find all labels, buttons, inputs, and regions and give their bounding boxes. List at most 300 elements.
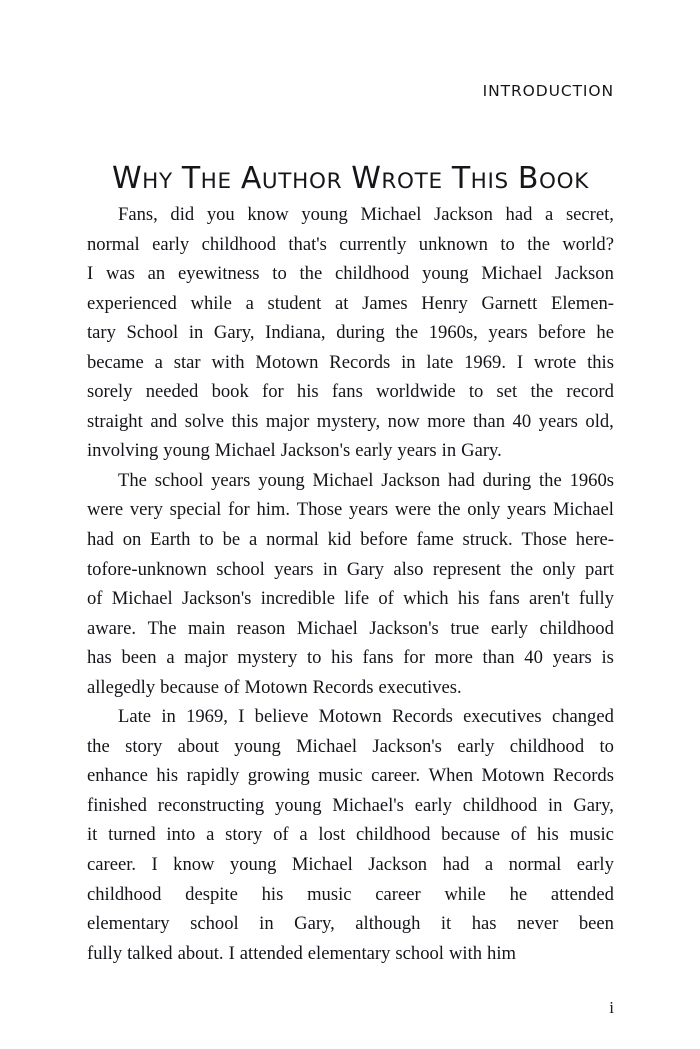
body-word: to bbox=[599, 735, 614, 757]
body-word: the bbox=[87, 735, 110, 757]
body-word: for bbox=[228, 499, 250, 521]
chapter-title-smallcaps: OOK bbox=[539, 169, 590, 195]
body-word: Michael's bbox=[332, 794, 404, 816]
body-word: Motown bbox=[255, 351, 319, 373]
body-word: executives. bbox=[378, 676, 462, 698]
body-word: attended bbox=[550, 883, 614, 905]
body-word: despite bbox=[185, 883, 238, 905]
body-word: young bbox=[275, 794, 322, 816]
body-word: childhood bbox=[356, 824, 431, 846]
chapter-title-word bbox=[111, 161, 173, 197]
body-word: into bbox=[166, 824, 196, 846]
body-word: Michael bbox=[360, 204, 422, 225]
body-word: 1960s bbox=[569, 469, 614, 491]
body-word: been bbox=[578, 913, 614, 935]
body-word: young bbox=[163, 440, 210, 462]
body-word: Michael bbox=[111, 588, 173, 610]
body-word: young bbox=[422, 263, 469, 285]
body-word: Jackson bbox=[381, 469, 441, 491]
body-word: with bbox=[448, 942, 483, 964]
body-line bbox=[87, 466, 614, 496]
body-word: early bbox=[457, 735, 495, 757]
body-word: a bbox=[166, 647, 175, 669]
body-line bbox=[87, 791, 614, 821]
body-word: currently bbox=[339, 233, 407, 255]
body-word: been bbox=[121, 647, 157, 669]
body-paragraph bbox=[87, 702, 614, 968]
body-word: to bbox=[306, 647, 322, 669]
body-word: lost bbox=[318, 824, 346, 846]
body-word: Michael bbox=[296, 735, 358, 757]
body-word: Michael bbox=[481, 263, 543, 285]
body-word: became bbox=[87, 351, 144, 373]
body-word: Jackson's bbox=[369, 617, 439, 639]
body-word: career. bbox=[87, 854, 137, 876]
body-word: were bbox=[394, 499, 432, 521]
body-word: because bbox=[441, 824, 500, 846]
body-word: Henry bbox=[421, 292, 468, 314]
body-word: now bbox=[387, 410, 420, 432]
body-word: I bbox=[151, 854, 158, 876]
body-line bbox=[87, 732, 614, 762]
body-word: Gary bbox=[346, 558, 384, 580]
body-word: to bbox=[468, 381, 484, 403]
body-text-column bbox=[87, 200, 614, 968]
body-word: Jackson's bbox=[280, 440, 351, 462]
body-line bbox=[87, 939, 614, 969]
body-line bbox=[87, 230, 614, 260]
body-word: reason bbox=[236, 617, 286, 639]
body-word: Gary, bbox=[573, 794, 614, 816]
body-word: only bbox=[542, 558, 576, 580]
body-word: is bbox=[601, 647, 614, 669]
body-word: years bbox=[538, 410, 578, 432]
body-line bbox=[87, 495, 614, 525]
body-word: career bbox=[375, 883, 421, 905]
body-word: When bbox=[428, 765, 474, 787]
body-word: experienced bbox=[87, 292, 177, 314]
body-word: enhance bbox=[87, 765, 148, 787]
body-word: Motown bbox=[244, 676, 308, 698]
body-word: story bbox=[125, 735, 163, 757]
body-word: childhood bbox=[201, 233, 276, 255]
body-word: Jackson bbox=[434, 204, 493, 225]
body-word: very bbox=[129, 499, 163, 521]
body-word: tary bbox=[87, 322, 116, 344]
body-word: Indiana, bbox=[265, 322, 326, 344]
body-word: young bbox=[229, 854, 277, 876]
body-word: music bbox=[318, 765, 363, 787]
body-word: childhood bbox=[539, 617, 614, 639]
body-word: him. bbox=[256, 499, 291, 521]
body-word: Motown bbox=[481, 765, 545, 787]
body-word: unknown bbox=[418, 233, 488, 255]
body-word: eyewitness bbox=[177, 263, 260, 285]
body-word: and bbox=[150, 410, 178, 432]
body-word: his bbox=[156, 765, 179, 787]
body-word: Elemen- bbox=[550, 292, 614, 314]
body-word: rapidly bbox=[186, 765, 240, 787]
body-word: while bbox=[444, 883, 486, 905]
body-word: were bbox=[87, 499, 124, 521]
body-word: years bbox=[488, 322, 528, 344]
body-word: him bbox=[487, 942, 516, 964]
body-word: struck. bbox=[462, 529, 513, 551]
body-word: set bbox=[496, 381, 518, 403]
body-word: 40 bbox=[512, 410, 532, 432]
body-word: turned bbox=[108, 824, 156, 846]
chapter-title-word bbox=[517, 161, 590, 197]
chapter-title-word bbox=[351, 161, 443, 197]
body-word: Late bbox=[118, 706, 152, 728]
body-word: during bbox=[482, 469, 532, 491]
body-word: Jackson bbox=[555, 263, 614, 285]
body-word: story bbox=[225, 824, 263, 846]
body-word: a bbox=[206, 824, 215, 846]
body-paragraph bbox=[87, 200, 614, 466]
body-line bbox=[87, 436, 614, 466]
body-word: it bbox=[440, 913, 452, 935]
body-word: elementary bbox=[307, 942, 391, 964]
chapter-title-smallcaps: HY bbox=[142, 169, 173, 195]
body-word: his bbox=[261, 883, 284, 905]
body-word: student bbox=[267, 292, 322, 314]
body-word: School bbox=[126, 322, 179, 344]
body-line bbox=[87, 820, 614, 850]
body-word: executives bbox=[463, 706, 542, 728]
body-word: reconstructing bbox=[157, 794, 265, 816]
body-word: early bbox=[355, 440, 393, 462]
body-word: this bbox=[231, 410, 259, 432]
body-word: changed bbox=[551, 706, 614, 728]
body-word: major bbox=[265, 410, 310, 432]
body-word: Jackson's bbox=[372, 735, 442, 757]
body-word: be bbox=[222, 529, 241, 551]
body-word: years bbox=[274, 558, 314, 580]
body-word: needed bbox=[145, 381, 199, 403]
body-line bbox=[87, 850, 614, 880]
chapter-title-initial: W bbox=[111, 161, 143, 197]
chapter-title-word bbox=[181, 161, 232, 197]
chapter-title bbox=[87, 161, 614, 197]
body-word: did bbox=[170, 204, 195, 225]
body-word: I bbox=[228, 942, 235, 964]
body-word: it bbox=[87, 824, 98, 846]
body-word: Records bbox=[553, 765, 614, 787]
body-word: had bbox=[447, 469, 475, 491]
body-word: 1960s, bbox=[428, 322, 478, 344]
body-word: book bbox=[211, 381, 249, 403]
body-word: 1969, bbox=[186, 706, 228, 728]
body-word: in bbox=[259, 913, 274, 935]
body-word: life bbox=[344, 588, 370, 610]
body-word: although bbox=[355, 913, 421, 935]
body-word: years bbox=[348, 499, 389, 521]
body-word: young bbox=[234, 735, 281, 757]
body-word: normal bbox=[266, 529, 319, 551]
body-word: he bbox=[509, 883, 528, 905]
body-word: about bbox=[177, 735, 219, 757]
body-word: has bbox=[471, 913, 497, 935]
body-line bbox=[87, 614, 614, 644]
body-word: Garnett bbox=[481, 292, 538, 314]
body-word: in bbox=[547, 794, 563, 816]
body-word: years bbox=[397, 440, 437, 462]
body-word: years bbox=[211, 469, 251, 491]
body-word: a bbox=[484, 854, 494, 876]
body-word: which bbox=[403, 588, 449, 610]
chapter-title-initial: W bbox=[351, 161, 382, 197]
body-word: a bbox=[545, 204, 554, 225]
body-word: secret, bbox=[565, 204, 614, 225]
body-word: school bbox=[154, 469, 204, 491]
body-word: his bbox=[296, 381, 319, 403]
body-word: young bbox=[301, 204, 348, 225]
body-word: the bbox=[395, 322, 419, 344]
body-word: mystery bbox=[237, 647, 298, 669]
body-word: wrote bbox=[533, 351, 577, 373]
body-word: of bbox=[510, 824, 527, 846]
body-word: attended bbox=[239, 942, 303, 964]
body-line bbox=[87, 200, 614, 230]
body-word: music bbox=[569, 824, 614, 846]
body-word: in bbox=[441, 440, 457, 462]
body-word: to bbox=[272, 263, 287, 285]
body-line bbox=[87, 289, 614, 319]
body-word: to bbox=[199, 529, 214, 551]
body-word: Michael bbox=[296, 617, 358, 639]
body-word: than bbox=[472, 410, 505, 432]
body-word: Gary, bbox=[294, 913, 335, 935]
body-word: solve bbox=[184, 410, 224, 432]
body-word: about. bbox=[177, 942, 224, 964]
body-word: more bbox=[427, 410, 466, 432]
body-word: The bbox=[118, 469, 147, 491]
body-word: fans bbox=[488, 588, 520, 610]
body-word: growing bbox=[247, 765, 310, 787]
chapter-title-initial: B bbox=[517, 161, 539, 197]
body-word: fans bbox=[331, 381, 363, 403]
body-line bbox=[87, 643, 614, 673]
body-word: involving bbox=[87, 440, 159, 462]
body-word: of bbox=[378, 588, 394, 610]
body-word: a bbox=[154, 351, 163, 373]
body-line bbox=[87, 348, 614, 378]
body-word: years bbox=[507, 499, 547, 521]
body-line bbox=[87, 761, 614, 791]
page-number: i bbox=[609, 998, 614, 1017]
body-word: incredible bbox=[260, 588, 336, 610]
body-word: the bbox=[539, 469, 562, 491]
body-word: had bbox=[87, 529, 114, 551]
body-word: was bbox=[105, 263, 135, 285]
chapter-title-initial: A bbox=[240, 161, 262, 197]
body-word: Jackson's bbox=[181, 588, 252, 610]
body-word: here- bbox=[575, 529, 614, 551]
body-word: fans bbox=[362, 647, 394, 669]
body-line bbox=[87, 318, 614, 348]
chapter-title-smallcaps: ROTE bbox=[381, 169, 443, 195]
body-word: tofore-unknown bbox=[87, 558, 207, 580]
body-word: Michael bbox=[214, 440, 276, 462]
body-word: aren't bbox=[529, 588, 570, 610]
body-word: I bbox=[238, 706, 245, 728]
body-word: childhood bbox=[334, 263, 410, 285]
body-word: sorely bbox=[87, 381, 133, 403]
body-word: record bbox=[566, 381, 614, 403]
body-word: true bbox=[450, 617, 480, 639]
body-word: of bbox=[87, 588, 103, 610]
body-word: early bbox=[576, 854, 614, 876]
body-word: Michael bbox=[291, 854, 353, 876]
body-word: he bbox=[596, 322, 614, 344]
chapter-title-smallcaps: UTHOR bbox=[261, 169, 343, 195]
body-word: aware. bbox=[87, 617, 137, 639]
chapter-title-initial: T bbox=[451, 161, 471, 197]
body-word: represent bbox=[432, 558, 501, 580]
body-word: that's bbox=[288, 233, 327, 255]
body-word: Those bbox=[521, 529, 567, 551]
body-word: 40 bbox=[524, 647, 543, 669]
body-line bbox=[87, 259, 614, 289]
body-word: with bbox=[211, 351, 245, 373]
body-word: main bbox=[188, 617, 226, 639]
body-word: early bbox=[490, 617, 528, 639]
body-word: Records bbox=[329, 351, 391, 373]
body-word: at bbox=[334, 292, 349, 314]
body-word: for bbox=[403, 647, 425, 669]
body-word: the bbox=[527, 233, 550, 255]
body-word: of bbox=[224, 676, 240, 698]
body-word: finished bbox=[87, 794, 147, 816]
body-word: of bbox=[273, 824, 289, 846]
body-word: a bbox=[248, 529, 258, 551]
body-word: elementary bbox=[87, 913, 170, 935]
body-word: also bbox=[393, 558, 424, 580]
body-word: has bbox=[87, 647, 112, 669]
body-word: had bbox=[442, 854, 470, 876]
body-word: never bbox=[517, 913, 559, 935]
body-word: early bbox=[152, 233, 190, 255]
body-word: I bbox=[87, 263, 94, 285]
body-word: this bbox=[587, 351, 614, 373]
body-line bbox=[87, 880, 614, 910]
chapter-title-initial: T bbox=[181, 161, 201, 197]
body-word: during bbox=[336, 322, 385, 344]
body-line bbox=[87, 673, 614, 703]
body-line bbox=[87, 407, 614, 437]
body-word: Records bbox=[391, 706, 453, 728]
body-word: Records bbox=[312, 676, 374, 698]
body-word: Jackson bbox=[368, 854, 428, 876]
body-line bbox=[87, 584, 614, 614]
body-line bbox=[87, 555, 614, 585]
body-word: Michael bbox=[312, 469, 374, 491]
body-word: world? bbox=[562, 233, 614, 255]
body-word: know bbox=[173, 854, 215, 876]
body-word: the bbox=[299, 263, 323, 285]
body-word: childhood bbox=[87, 883, 162, 905]
body-word: major bbox=[184, 647, 228, 669]
body-word: fully bbox=[578, 588, 614, 610]
body-word: school bbox=[216, 558, 265, 580]
body-word: childhood bbox=[509, 735, 585, 757]
body-word: Gary. bbox=[461, 440, 502, 462]
body-word: the bbox=[510, 558, 534, 580]
body-word: before bbox=[360, 529, 408, 551]
body-word: an bbox=[147, 263, 166, 285]
body-word: young bbox=[258, 469, 305, 491]
body-word: to bbox=[500, 233, 515, 255]
body-word: in bbox=[322, 558, 338, 580]
body-word: years bbox=[552, 647, 592, 669]
body-line bbox=[87, 525, 614, 555]
body-word: allegedly bbox=[87, 676, 156, 698]
body-word: his bbox=[331, 647, 353, 669]
body-word: you bbox=[206, 204, 235, 225]
body-line bbox=[87, 377, 614, 407]
body-word: than bbox=[482, 647, 515, 669]
body-word: old, bbox=[585, 410, 614, 432]
body-word: in bbox=[188, 322, 204, 344]
body-word: The bbox=[147, 617, 177, 639]
chapter-title-word bbox=[240, 161, 343, 197]
body-word: more bbox=[434, 647, 473, 669]
body-word: his bbox=[457, 588, 480, 610]
body-word: for bbox=[262, 381, 284, 403]
body-line bbox=[87, 909, 614, 939]
body-word: normal bbox=[87, 233, 140, 255]
body-paragraph bbox=[87, 466, 614, 702]
body-word: before bbox=[538, 322, 586, 344]
body-word: Earth bbox=[150, 529, 191, 551]
body-word: only bbox=[467, 499, 501, 521]
body-word: school bbox=[395, 942, 444, 964]
body-word: while bbox=[190, 292, 232, 314]
body-word: part bbox=[585, 558, 614, 580]
body-word: talked bbox=[127, 942, 173, 964]
body-word: believe bbox=[254, 706, 309, 728]
body-word: in bbox=[401, 351, 416, 373]
body-word: early bbox=[414, 794, 452, 816]
body-word: mystery, bbox=[316, 410, 381, 432]
body-word: star bbox=[173, 351, 201, 373]
body-word: the bbox=[437, 499, 461, 521]
body-word: had bbox=[505, 204, 533, 225]
body-word: music bbox=[307, 883, 352, 905]
body-word: Those bbox=[296, 499, 343, 521]
chapter-title-word bbox=[451, 161, 509, 197]
body-word: childhood bbox=[462, 794, 538, 816]
body-word: Motown bbox=[318, 706, 382, 728]
body-word: 1969. bbox=[464, 351, 506, 373]
body-word: worldwide bbox=[376, 381, 456, 403]
body-word: know bbox=[247, 204, 289, 225]
body-word: on bbox=[122, 529, 142, 551]
body-word: Fans, bbox=[118, 204, 158, 225]
body-word: James bbox=[362, 292, 408, 314]
body-word: career. bbox=[371, 765, 421, 787]
body-line bbox=[87, 702, 614, 732]
body-word: his bbox=[537, 824, 559, 846]
body-word: straight bbox=[87, 410, 143, 432]
body-word: school bbox=[190, 913, 239, 935]
chapter-title-smallcaps: HIS bbox=[470, 169, 509, 195]
body-word: fame bbox=[416, 529, 454, 551]
running-head: INTRODUCTION bbox=[482, 82, 614, 100]
body-word: a bbox=[245, 292, 254, 314]
body-word: normal bbox=[508, 854, 562, 876]
